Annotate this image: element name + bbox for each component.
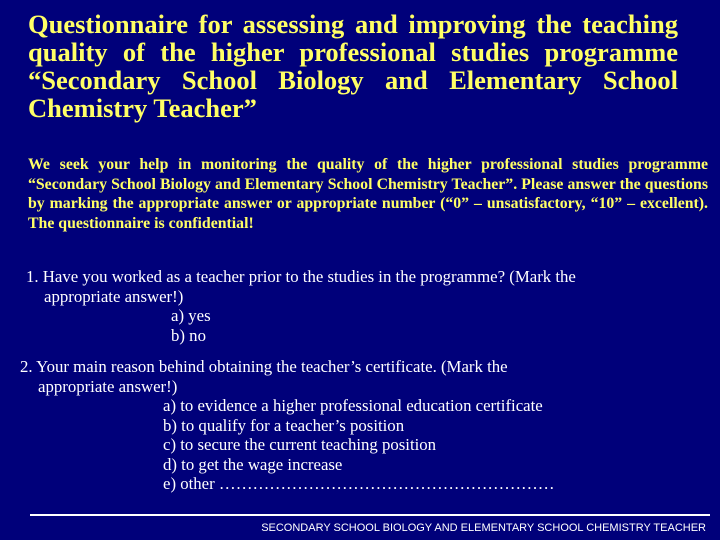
footer-text: SECONDARY SCHOOL BIOLOGY AND ELEMENTARY SCHOOL CHEMISTRY TEACHER: [261, 522, 706, 534]
question-2-option-e[interactable]: e) other ……………………………………………………: [163, 474, 555, 493]
question-1-option-b[interactable]: b) no: [171, 325, 206, 345]
question-2-instruction: appropriate answer!): [38, 376, 178, 396]
footer-divider: [30, 514, 710, 516]
question-2-option-a[interactable]: a) to evidence a higher professional education certificate: [163, 396, 543, 415]
question-1-option-a[interactable]: a) yes: [171, 306, 211, 325]
question-2: [20, 357, 555, 494]
page-title: Questionnaire for assessing and improving the teaching quality of the higher professional studies programme “Secondary School Biology and Elementary School Chemistry Teacher”: [28, 9, 678, 123]
question-1-text: 1. Have you worked as a teacher prior to the studies in the programme? (Mark the: [26, 267, 576, 286]
question-2-option-c[interactable]: c) to secure the current teaching position: [163, 435, 437, 454]
question-2-text: 2. Your main reason behind obtaining the teacher’s certificate. (Mark the: [20, 357, 508, 376]
question-1-instruction: appropriate answer!): [44, 286, 184, 306]
question-2-option-b[interactable]: b) to qualify for a teacher’s position: [163, 415, 405, 435]
intro-paragraph: We seek your help in monitoring the quality of the higher professional studies programme “Secondary School Biology and Elementary School Chemistry Teacher”. Please answer the questions by marking the appropriate answer or appropriate number (“0” – unsatisfactory, “10” – excellent). The questionnaire is confidential!: [28, 156, 708, 232]
question-2-option-d[interactable]: d) to get the wage increase: [163, 454, 343, 474]
question-1: [26, 267, 576, 345]
